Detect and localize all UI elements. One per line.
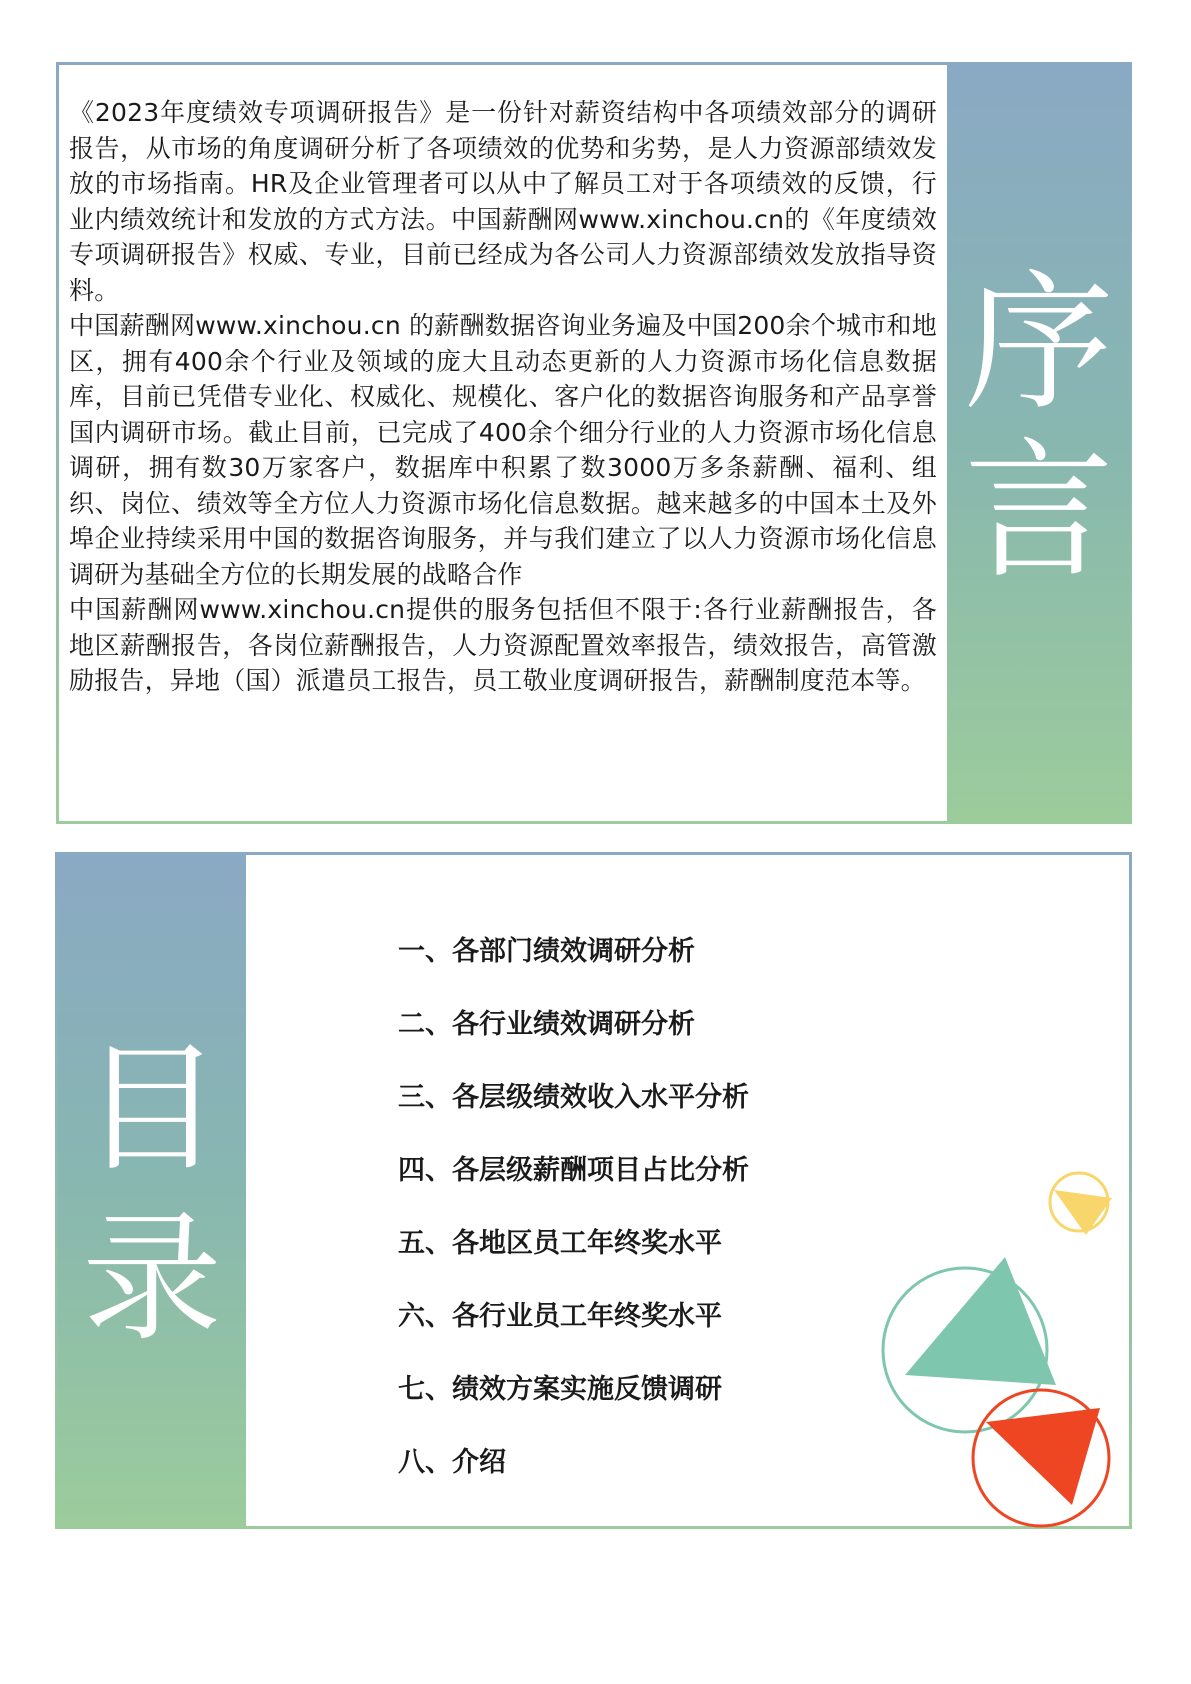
red-triangle	[986, 1408, 1100, 1505]
toc-item-2[interactable]: 二、各行业绩效调研分析	[398, 1009, 695, 1040]
toc-item-7[interactable]: 七、绩效方案实施反馈调研	[398, 1374, 722, 1405]
red-circle-triangle-decoration	[973, 1390, 1109, 1526]
toc-item-3[interactable]: 三、各层级绩效收入水平分析	[398, 1082, 749, 1113]
teal-circle-triangle-decoration	[883, 1257, 1056, 1432]
yellow-circle-triangle-decoration	[1050, 1173, 1112, 1235]
preface-paragraph-2: 中国薪酬网www.xinchou.cn 的薪酬数据咨询业务遍及中国200余个城市和地区，拥有400余个行业及领域的庞大且动态更新的人力资源市场化信息数据库，目前已凭借专业化、权威化、规模化、客户化的数据咨询服务和产品享誉国内调研市场。截止目前，已完成了400余个细分行业的人力资源市场化信息调研，拥有数30万家客户，数据库中积累了数3000万多条薪酬、福利、组织、岗位、绩效等全方位人力资源市场化信息数据。越来越多的中国本土及外埠企业持续采用中国的数据咨询服务，并与我们建立了以人力资源市场化信息调研为基础全方位的长期发展的战略合作	[69, 311, 937, 589]
toc-title: 目 录	[81, 1028, 222, 1361]
toc-item-8[interactable]: 八、介绍	[398, 1447, 506, 1478]
preface-paragraph-3: 中国薪酬网www.xinchou.cn提供的服务包括但不限于:各行业薪酬报告，各地区薪酬报告，各岗位薪酬报告，人力资源配置效率报告，绩效报告，高管激励报告，异地（国）派遣员工报告，员工敬业度调研报告，薪酬制度范本等。	[69, 595, 937, 695]
toc-item-6[interactable]: 六、各行业员工年终奖水平	[398, 1301, 722, 1332]
yellow-triangle	[1054, 1190, 1112, 1235]
toc-item-5[interactable]: 五、各地区员工年终奖水平	[398, 1228, 722, 1259]
toc-item-1[interactable]: 一、各部门绩效调研分析	[398, 936, 695, 967]
preface-paragraph-1: 《2023年度绩效专项调研报告》是一份针对薪资结构中各项绩效部分的调研报告，从市场的角度调研分析了各项绩效的优势和劣势，是人力资源部绩效发放的市场指南。HR及企业管理者可以从中了解员工对于各项绩效的反馈，行业内绩效统计和发放的方式方法。中国薪酬网www.xinchou.cn的《年度绩效专项调研报告》权威、专业，目前已经成为各公司人力资源部绩效发放指导资料。	[69, 98, 937, 305]
toc-item-4[interactable]: 四、各层级薪酬项目占比分析	[398, 1155, 749, 1186]
preface-title: 序 言	[963, 257, 1114, 599]
